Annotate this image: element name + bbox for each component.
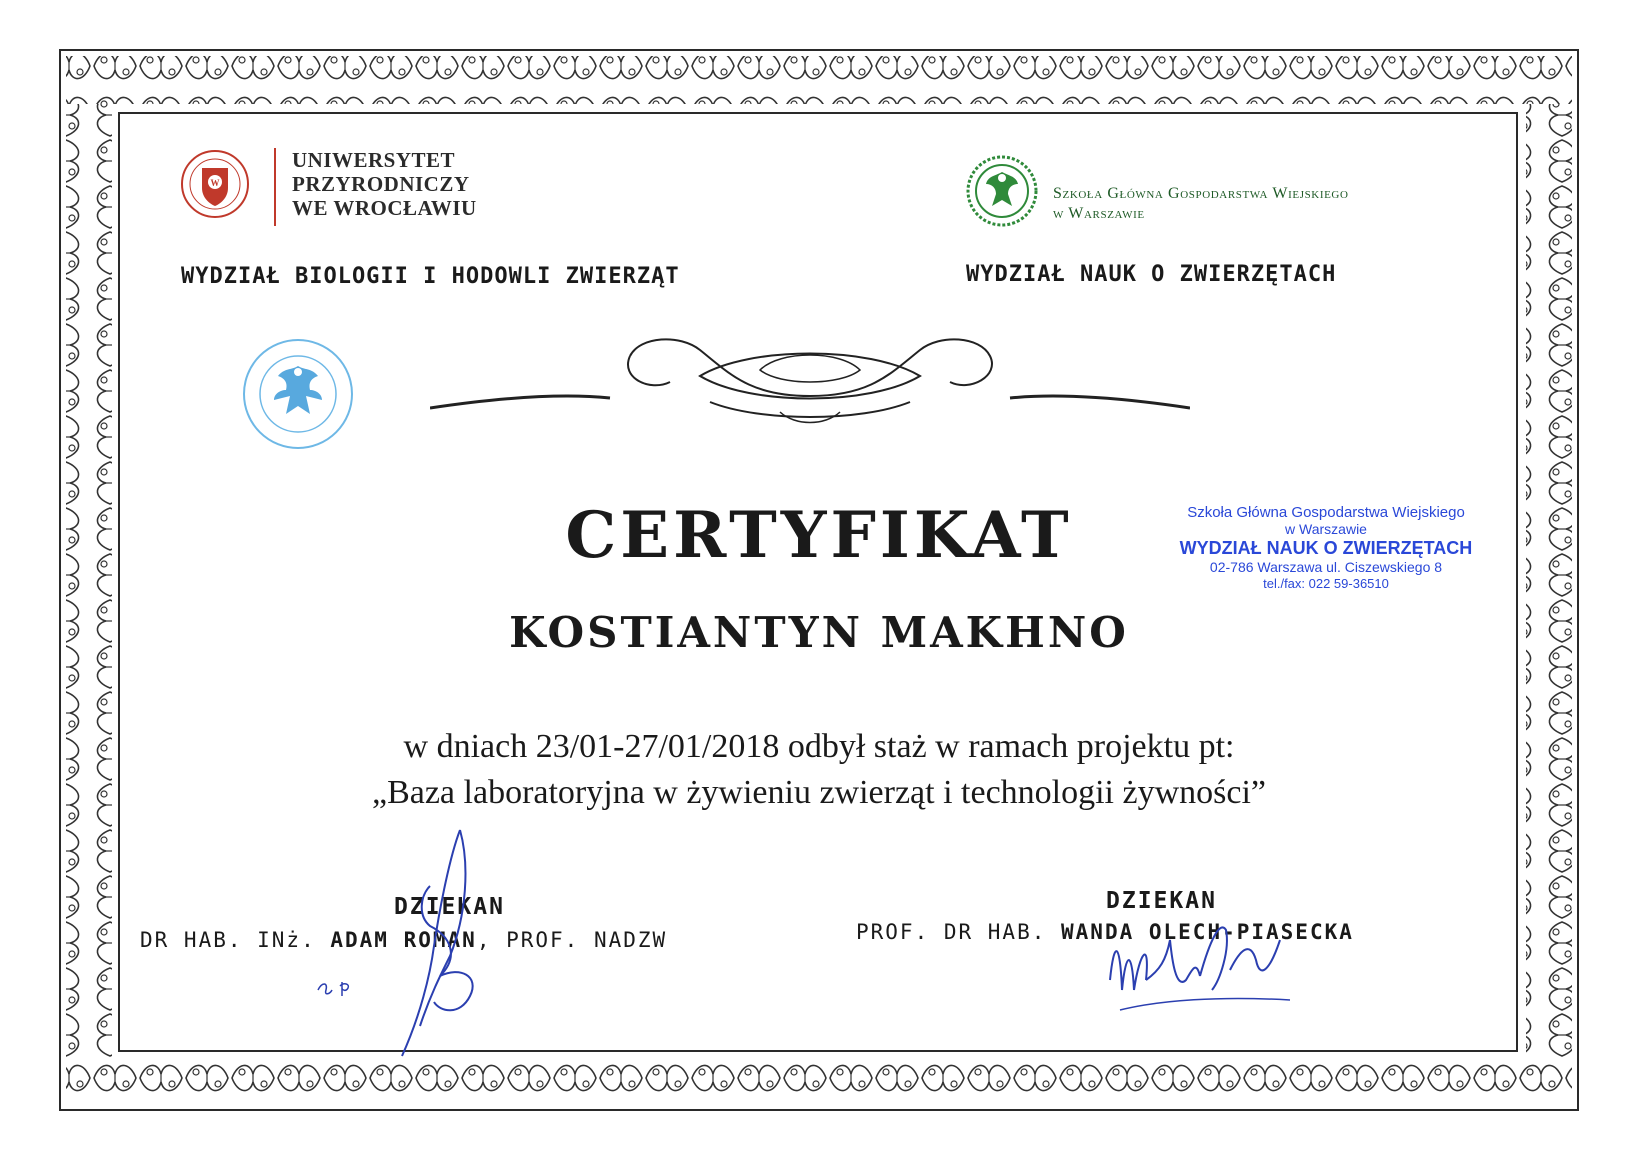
sggw-name bbox=[1053, 184, 1349, 224]
sggw-name-line: w Warszawie bbox=[1053, 205, 1145, 222]
university-name bbox=[292, 148, 477, 220]
sggw-name-line: Szkoła Główna Gospodarstwa Wiejskiego bbox=[1053, 185, 1349, 202]
certificate-statement: w dniach 23/01-27/01/2018 odbył staż w ramach projektu pt: bbox=[403, 728, 1235, 765]
right-signatory-title: DZIEKAN bbox=[1106, 888, 1217, 914]
stamp-line: 02-786 Warszawa ul. Ciszewskiego 8 bbox=[1209, 559, 1443, 575]
project-title: „Baza laboratoryjna w żywieniu zwierząt i technologii żywności” bbox=[371, 774, 1267, 811]
university-name-line: WE WROCŁAWIU bbox=[292, 196, 477, 220]
decorative-flourish bbox=[430, 326, 1190, 436]
sggw-emblem-icon bbox=[962, 154, 1042, 228]
eagle-round-stamp-icon bbox=[240, 336, 356, 452]
left-signatory-prefix: DR HAB. INż. bbox=[140, 928, 331, 952]
certificate-holder-name: KOSTIANTYN MAKHNO bbox=[509, 608, 1129, 657]
left-faculty-name: WYDZIAŁ BIOLOGII I HODOWLI ZWIERZĄT bbox=[181, 264, 680, 289]
right-signatory-bold-name: WANDA OLECH-PIASECKA bbox=[1061, 920, 1354, 944]
faculty-rectangular-stamp bbox=[1158, 504, 1494, 608]
university-wroclaw-crest-icon bbox=[180, 148, 250, 220]
stamp-line: w Warszawie bbox=[1285, 521, 1367, 537]
left-signatory-bold-name: ADAM ROMAN bbox=[330, 928, 477, 952]
right-faculty-name: WYDZIAŁ NAUK O ZWIERZĘTACH bbox=[966, 262, 1337, 287]
logo-divider bbox=[274, 148, 276, 226]
university-name-line: UNIWERSYTET bbox=[292, 148, 456, 172]
stamp-line: Szkoła Główna Gospodarstwa Wiejskiego bbox=[1187, 504, 1465, 521]
left-handwritten-signature bbox=[390, 826, 500, 1062]
stamp-line: WYDZIAŁ NAUK O ZWIERZĘTACH bbox=[1179, 538, 1473, 558]
left-signatory-title: DZIEKAN bbox=[394, 894, 505, 920]
left-handwritten-note bbox=[316, 974, 376, 998]
certificate-title: CERTYFIKAT bbox=[565, 498, 1073, 573]
right-handwritten-signature bbox=[1100, 900, 1300, 1030]
left-signatory-suffix: , PROF. NADZW bbox=[476, 928, 668, 952]
stamp-line: tel./fax: 022 59-36510 bbox=[1263, 576, 1389, 591]
svg-text:W: W bbox=[210, 178, 220, 188]
university-name-line: PRZYRODNICZY bbox=[292, 172, 470, 196]
right-signatory-prefix: PROF. DR HAB. bbox=[856, 920, 1062, 944]
